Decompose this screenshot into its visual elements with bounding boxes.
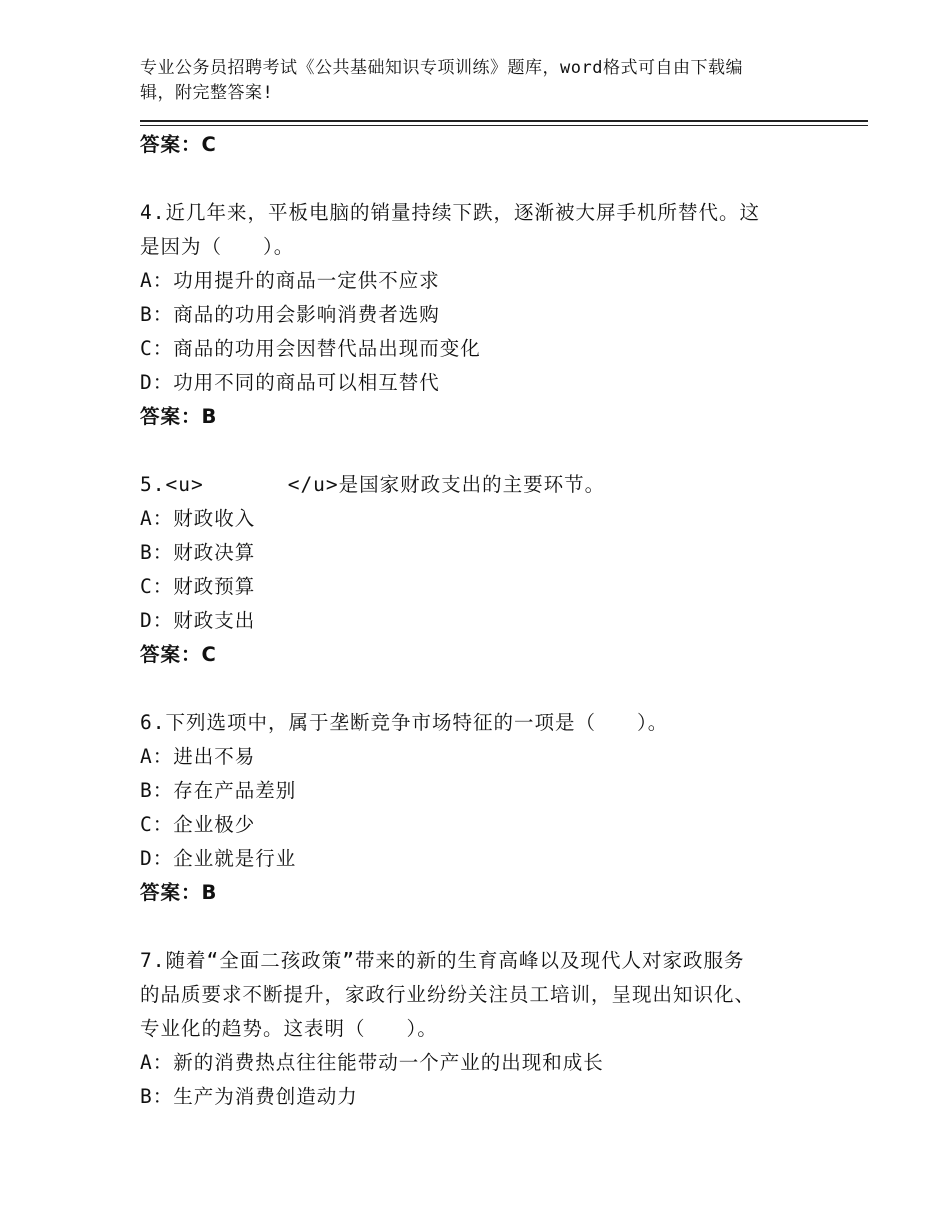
question-stem: 是因为（ ）。 xyxy=(140,235,295,258)
option-d: D：企业就是行业 xyxy=(140,847,297,870)
answer-line: 答案：B xyxy=(140,405,218,428)
answer-line: 答案：C xyxy=(140,643,217,666)
answer-line: 答案：C xyxy=(140,133,217,156)
option-b: B：商品的功用会影响消费者选购 xyxy=(140,303,440,326)
option-c: C：商品的功用会因替代品出现而变化 xyxy=(140,337,481,360)
option-d: D：财政支出 xyxy=(140,609,256,632)
question-stem: 4.近几年来，平板电脑的销量持续下跌，逐渐被大屏手机所替代。这 xyxy=(140,201,760,224)
option-d: D：功用不同的商品可以相互替代 xyxy=(140,371,440,394)
question-block xyxy=(140,706,840,910)
option-c: C：企业极少 xyxy=(140,813,256,836)
option-c: C：财政预算 xyxy=(140,575,256,598)
option-a: A：进出不易 xyxy=(140,745,256,768)
option-b: B：生产为消费创造动力 xyxy=(140,1085,358,1108)
question-stem: 6.下列选项中，属于垄断竞争市场特征的一项是（ ）。 xyxy=(140,711,669,734)
option-a: A：财政收入 xyxy=(140,507,256,530)
header-line-1: 专业公务员招聘考试《公共基础知识专项训练》题库，word格式可自由下载编 xyxy=(140,58,743,78)
question-list xyxy=(140,128,840,1114)
stem-suffix: </u>是国家财政支出的主要环节。 xyxy=(287,473,606,496)
option-a: A：功用提升的商品一定供不应求 xyxy=(140,269,440,292)
document-header xyxy=(140,56,820,106)
question-block xyxy=(140,196,840,434)
question-block xyxy=(140,944,840,1114)
question-stem xyxy=(140,468,840,502)
option-b: B：存在产品差别 xyxy=(140,779,297,802)
question-stem: 的品质要求不断提升，家政行业纷纷关注员工培训，呈现出知识化、 xyxy=(140,983,756,1006)
header-line-2: 辑，附完整答案! xyxy=(140,83,274,103)
question-stem: 7.随着“全面二孩政策”带来的新的生育高峰以及现代人对家政服务 xyxy=(140,949,745,972)
answer-line: 答案：B xyxy=(140,881,218,904)
question-block xyxy=(140,468,840,672)
header-divider-thick xyxy=(140,120,868,122)
header-divider-thin xyxy=(140,125,868,126)
option-a: A：新的消费热点往往能带动一个产业的出现和成长 xyxy=(140,1051,604,1074)
option-b: B：财政决算 xyxy=(140,541,256,564)
question-stem: 专业化的趋势。这表明（ ）。 xyxy=(140,1017,438,1040)
stem-prefix: 5.<u> xyxy=(140,473,204,496)
